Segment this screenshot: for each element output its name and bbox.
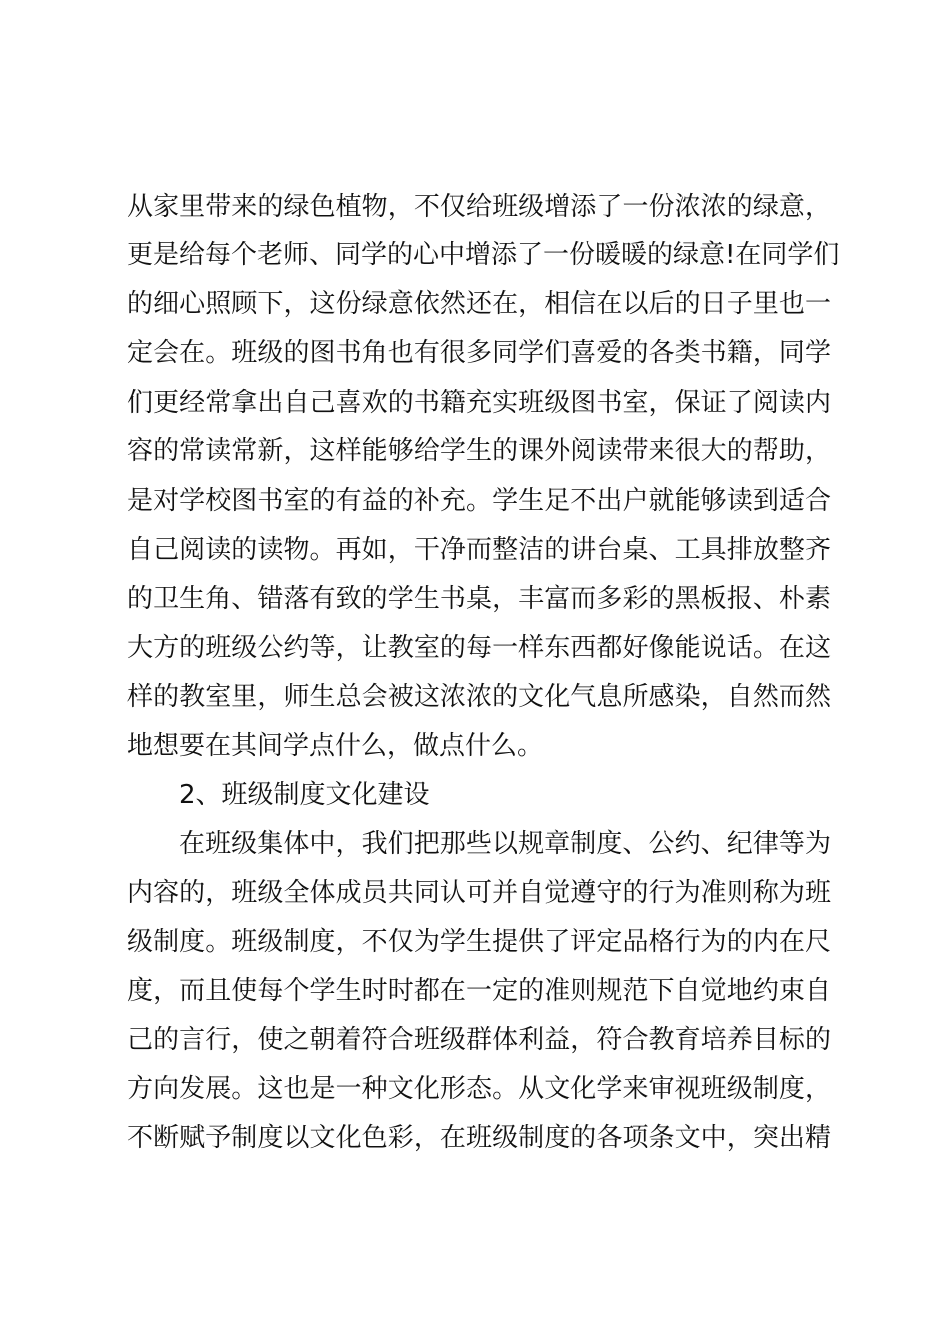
text-line: 样的教室里，师生总会被这浓浓的文化气息所感染，自然而然 [127,682,831,712]
text-line: 在班级集体中，我们把那些以规章制度、公约、纪律等为 [179,829,831,859]
text-line: 度，而且使每个学生时时都在一定的准则规范下自觉地约束自 [127,976,831,1006]
text-line: 的卫生角、错落有致的学生书桌，丰富而多彩的黑板报、朴素 [127,584,831,614]
text-line: 大方的班级公约等，让教室的每一样东西都好像能说话。在这 [127,633,831,663]
text-line: 不断赋予制度以文化色彩，在班级制度的各项条文中，突出精 [127,1123,831,1153]
section-heading: 2、班级制度文化建设 [179,780,430,810]
text-line: 们更经常拿出自己喜欢的书籍充实班级图书室，保证了阅读内 [127,388,831,418]
text-line: 容的常读常新，这样能够给学生的课外阅读带来很大的帮助， [127,436,831,466]
text-line: 己的言行，使之朝着符合班级群体利益，符合教育培养目标的 [127,1025,831,1055]
text-line: 级制度。班级制度，不仅为学生提供了评定品格行为的内在尺 [127,927,831,957]
text-line: 更是给每个老师、同学的心中增添了一份暖暖的绿意!在同学们 [127,240,840,270]
text-line: 从家里带来的绿色植物，不仅给班级增添了一份浓浓的绿意， [127,192,831,222]
text-line: 自己阅读的读物。再如，干净而整洁的讲台桌、工具排放整齐 [127,535,831,565]
text-line: 的细心照顾下，这份绿意依然还在，相信在以后的日子里也一 [127,289,831,319]
text-line: 方向发展。这也是一种文化形态。从文化学来审视班级制度， [127,1074,831,1104]
text-line: 内容的，班级全体成员共同认可并自觉遵守的行为准则称为班 [127,878,831,908]
text-line: 定会在。班级的图书角也有很多同学们喜爱的各类书籍，同学 [127,338,831,368]
text-line: 地想要在其间学点什么，做点什么。 [127,731,544,761]
text-line: 是对学校图书室的有益的补充。学生足不出户就能够读到适合 [127,486,831,516]
